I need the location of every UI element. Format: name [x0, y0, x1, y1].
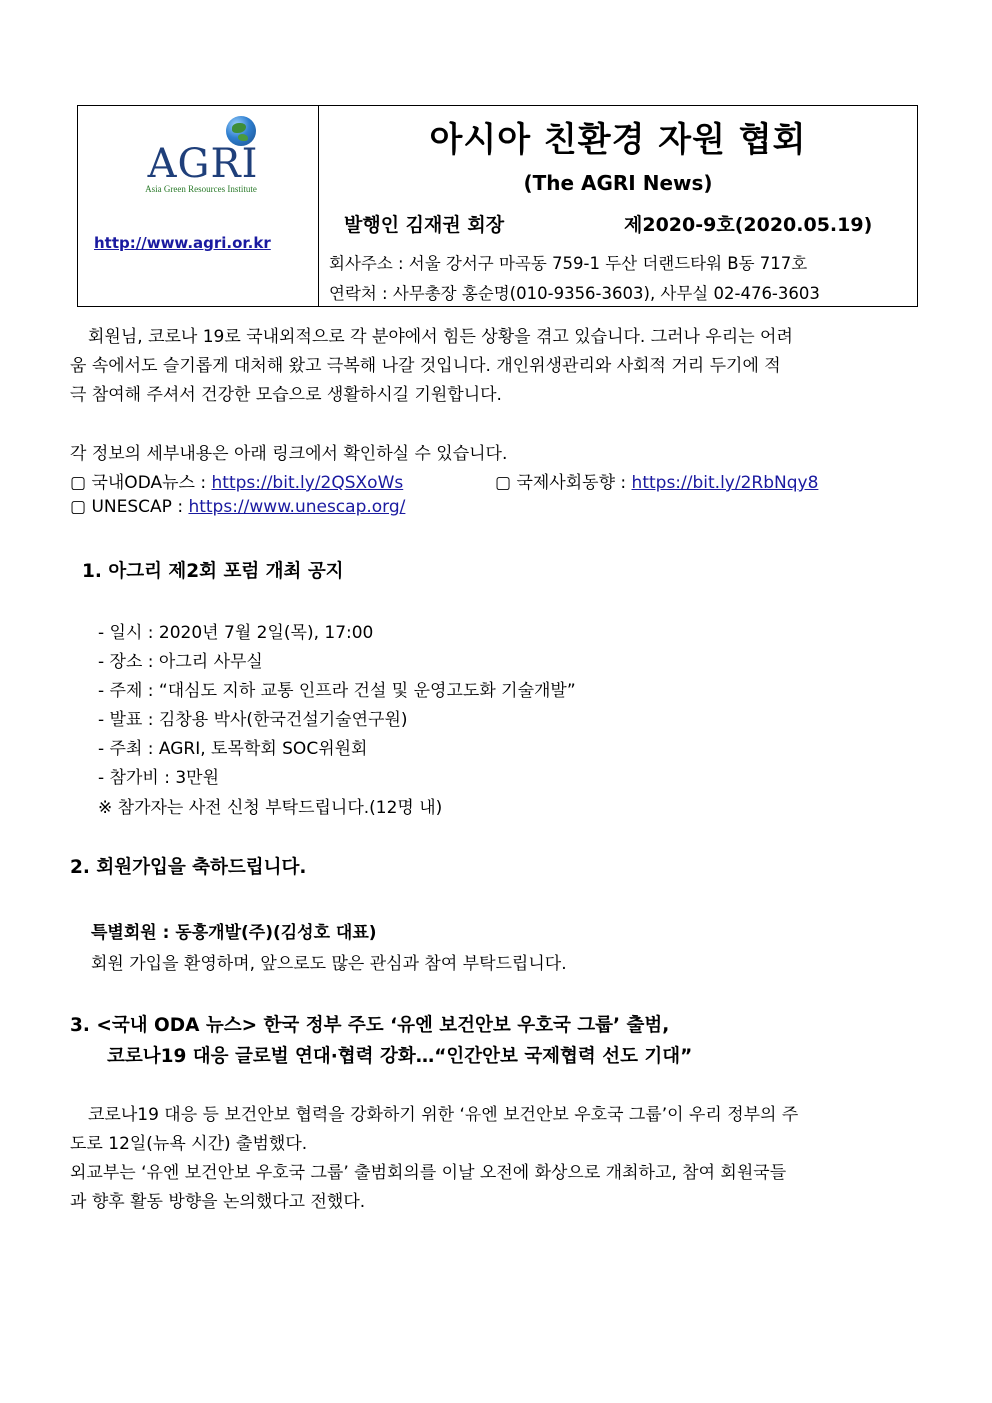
section1-item-place: - 장소 : 아그리 사무실	[98, 652, 263, 672]
section1-item-date: - 일시 : 2020년 7월 2일(목), 17:00	[98, 623, 374, 643]
section3-p2-line-1: 외교부는 ‘유엔 보건안보 우호국 그룹’ 출범회의를 이날 오전에 화상으로 개최하고, 참여 회원국들	[70, 1163, 787, 1183]
section3-p1-line-1: 코로나19 대응 등 보건안보 협력을 강화하기 위한 ‘유엔 보건안보 우호국 그룹’이 우리 정부의 주	[88, 1105, 799, 1125]
section1-note: ※ 참가자는 사전 신청 부탁드립니다.(12명 내)	[98, 798, 443, 818]
website-link[interactable]: http://www.agri.or.kr	[94, 234, 271, 252]
intro-line-2: 움 속에서도 슬기롭게 대처해 왔고 극복해 나갈 것입니다. 개인위생관리와 사회적 거리 두기에 적	[70, 356, 781, 376]
section1-item-fee: - 참가비 : 3만원	[98, 768, 219, 788]
intro-line-1: 회원님, 코로나 19로 국내외적으로 각 분야에서 힘든 상황을 겪고 있습니다. 그러나 우리는 어려	[88, 327, 793, 347]
company-address: 회사주소 : 서울 강서구 마곡동 759-1 두산 더랜드타워 B동 717호	[329, 254, 808, 273]
logo-cell	[78, 106, 319, 306]
intl-link-row	[495, 468, 818, 493]
org-title: 아시아 친환경 자원 협회	[429, 120, 807, 160]
oda-link-row	[70, 468, 403, 493]
section3-heading-line-1: 3. <국내 ODA 뉴스> 한국 정부 주도 ‘유엔 보건안보 우호국 그룹’ 출범,	[70, 1015, 670, 1036]
section3-p1-line-2: 도로 12일(뉴욕 시간) 출범했다.	[70, 1134, 308, 1154]
contact-info: 연락처 : 사무총장 홍순명(010-9356-3603), 사무실 02-476-3603	[329, 284, 820, 303]
issue-number: 제2020-9호(2020.05.19)	[624, 214, 873, 236]
newsletter-name: (The AGRI News)	[523, 171, 713, 195]
agri-logo: AGRI	[147, 141, 259, 187]
links-intro: 각 정보의 세부내용은 아래 링크에서 확인하실 수 있습니다.	[70, 444, 508, 464]
section1-item-speaker: - 발표 : 김창용 박사(한국건설기술연구원)	[98, 710, 408, 730]
section3-p2-line-2: 과 향후 활동 방향을 논의했다고 전했다.	[70, 1192, 366, 1212]
special-member: 특별회원 : 동흥개발(주)(김성호 대표)	[91, 923, 377, 943]
oda-link[interactable]: https://bit.ly/2QSXoWs	[211, 473, 404, 493]
unescap-link-label: ▢ UNESCAP :	[70, 497, 189, 517]
section1-item-topic: - 주제 : “대심도 지하 교통 인프라 건설 및 운영고도화 기술개발”	[98, 681, 576, 701]
unescap-link-row	[70, 497, 405, 517]
intro-line-3: 극 참여해 주셔서 건강한 모습으로 생활하시길 기원합니다.	[70, 385, 502, 405]
intl-link-label: ▢ 국제사회동향 :	[495, 473, 632, 493]
oda-link-label: ▢ 국내ODA뉴스 :	[70, 473, 212, 493]
publisher: 발행인 김재권 회장	[344, 214, 505, 236]
section1-item-host: - 주최 : AGRI, 토목학회 SOC위원회	[98, 739, 368, 759]
header-info	[319, 106, 917, 306]
section2-heading: 2. 회원가입을 축하드립니다.	[70, 857, 307, 878]
logo-subtitle: Asia Green Resources Institute	[145, 184, 257, 194]
unescap-link[interactable]: https://www.unescap.org/	[188, 497, 406, 517]
section3-heading-line-2: 코로나19 대응 글로벌 연대·협력 강화…“인간안보 국제협력 선도 기대”	[107, 1046, 693, 1067]
welcome-text: 회원 가입을 환영하며, 앞으로도 많은 관심과 참여 부탁드립니다.	[91, 954, 567, 974]
intl-link[interactable]: https://bit.ly/2RbNqy8	[631, 473, 819, 493]
newsletter-header	[77, 105, 918, 307]
section1-heading: 1. 아그리 제2회 포럼 개최 공지	[82, 561, 344, 582]
